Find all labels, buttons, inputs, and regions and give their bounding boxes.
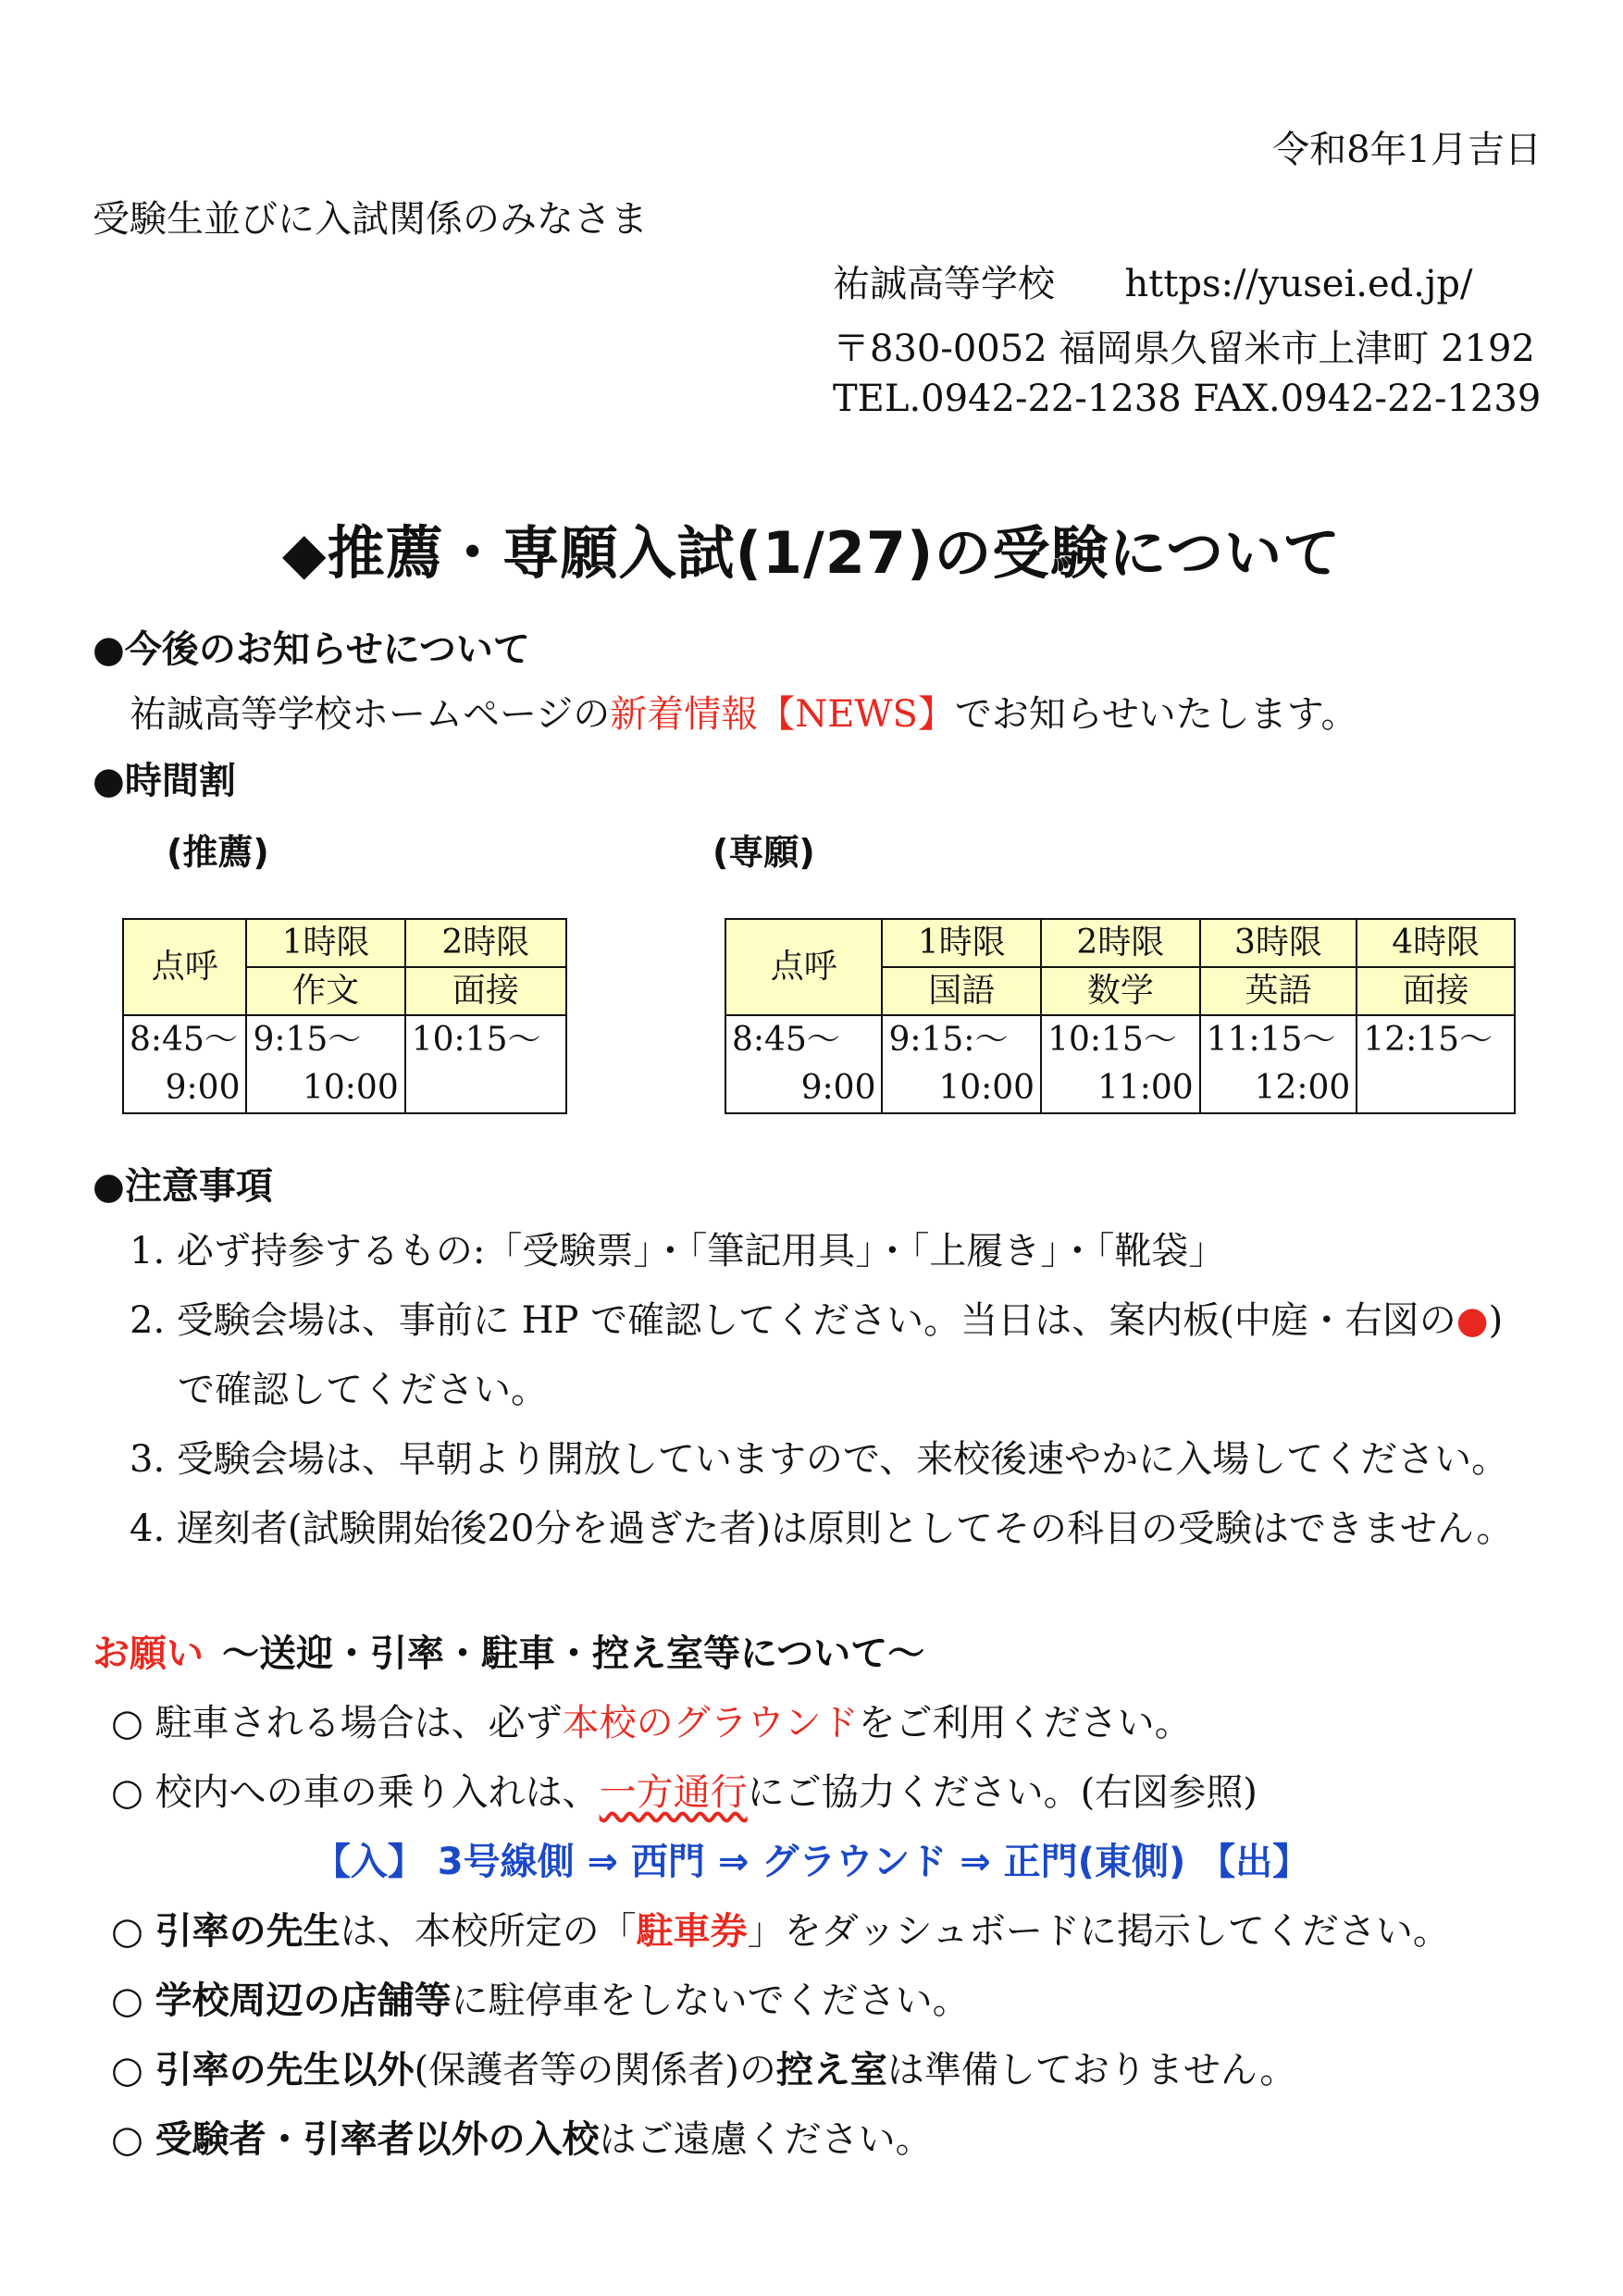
news-highlight: 新着情報【NEWS】 <box>610 693 955 736</box>
note-2-continued: で確認してください。 <box>178 1369 548 1411</box>
page-title: ◆推薦・専願入試(1/27)の受験について <box>281 519 1342 587</box>
school-address: 〒830-0052 福岡県久留米市上津町 2192 <box>833 328 1535 370</box>
time-start: 8:45～ <box>130 1021 238 1059</box>
red-dot-icon: ● <box>1456 1299 1489 1342</box>
period-4-subject: 面接 <box>1357 967 1515 1015</box>
time-cell <box>725 1015 882 1113</box>
news-heading: ●今後のお知らせについて <box>93 628 530 671</box>
request-text: は準備しておりません。 <box>886 2049 1297 2091</box>
request-highlight: 一方通行 <box>599 1771 748 1814</box>
note-3: 3. 受験会場は、早朝より開放していますので、来校後速やかに入場してください。 <box>130 1438 1509 1481</box>
period-2-subject: 面接 <box>405 967 566 1015</box>
news-text <box>130 685 1358 738</box>
request-item-one-way <box>111 1763 1258 1816</box>
request-bold: 引率の先生以外 <box>155 2049 415 2091</box>
request-bold: 学校周辺の店舗等 <box>155 1980 452 2022</box>
request-bold: 引率の先生 <box>155 1910 341 1953</box>
school-tel-fax: TEL.0942-22-1238 FAX.0942-22-1239 <box>833 378 1542 420</box>
request-text: 」をダッシュボードに掲示してください。 <box>747 1910 1450 1953</box>
time-cell <box>1357 1015 1515 1113</box>
period-4-header: 4時限 <box>1357 919 1515 967</box>
period-1-header: 1時限 <box>882 919 1041 967</box>
time-start: 8:45～ <box>732 1021 840 1059</box>
period-2-subject: 数学 <box>1041 967 1200 1015</box>
time-cell <box>123 1015 246 1113</box>
time-start: 10:15～ <box>411 1021 541 1059</box>
period-3-header: 3時限 <box>1200 919 1357 967</box>
suisen-timetable <box>122 918 567 1114</box>
sengan-label: (専願) <box>712 832 815 873</box>
period-2-header: 2時限 <box>1041 919 1200 967</box>
request-heading <box>93 1624 924 1677</box>
request-item-parking-pass <box>111 1902 1450 1955</box>
time-start: 12:15～ <box>1363 1021 1493 1059</box>
request-text: に駐停車をしないでください。 <box>451 1980 970 2022</box>
school-url: https://yusei.ed.jp/ <box>1124 263 1473 305</box>
period-3-subject: 英語 <box>1200 967 1357 1015</box>
note-2-after: ) <box>1488 1299 1504 1342</box>
news-text-before: 祐誠高等学校ホームページの <box>130 693 611 736</box>
request-highlight: 本校のグラウンド <box>562 1702 859 1744</box>
note-1: 1. 必ず持参するもの:「受験票」・「筆記用具」・「上履き」・「靴袋」 <box>130 1230 1226 1272</box>
period-2-header: 2時限 <box>405 919 566 967</box>
request-item-waiting-room <box>111 2041 1296 2093</box>
request-item-no-entry <box>111 2110 933 2163</box>
time-start: 9:15:～ <box>888 1021 1009 1059</box>
time-cell <box>1200 1015 1357 1113</box>
notes-heading: ●注意事項 <box>93 1165 273 1208</box>
note-2 <box>130 1291 1503 1344</box>
time-start: 11:15～ <box>1206 1021 1336 1059</box>
request-highlight: 駐車券 <box>636 1910 748 1953</box>
circle-bullet: ○ <box>111 1910 155 1953</box>
circle-bullet: ○ <box>111 2049 155 2091</box>
period-1-subject: 作文 <box>246 967 404 1015</box>
addressee: 受験生並びに入試関係のみなさま <box>93 198 648 241</box>
request-item-no-stopping <box>111 1971 970 2024</box>
time-end: 9:00 <box>165 1069 241 1107</box>
period-1-header: 1時限 <box>246 919 404 967</box>
suisen-label: (推薦) <box>167 832 269 873</box>
time-end: 12:00 <box>1254 1069 1351 1107</box>
circle-bullet: ○ <box>111 1980 155 2022</box>
time-end: 11:00 <box>1096 1069 1194 1107</box>
circle-bullet: ○ <box>111 2118 155 2161</box>
request-bold: 控え室 <box>775 2049 887 2091</box>
request-text: (保護者等の関係者)の <box>414 2049 776 2091</box>
time-end: 9:00 <box>800 1069 876 1107</box>
request-text: をご利用ください。 <box>858 1702 1192 1744</box>
request-text: にご協力ください。(右図参照) <box>747 1771 1258 1814</box>
note-4: 4. 遅刻者(試験開始後20分を過ぎた者)は原則としてその科目の受験はできません。 <box>130 1508 1514 1550</box>
time-cell <box>1041 1015 1200 1113</box>
time-start: 10:15～ <box>1047 1021 1177 1059</box>
request-heading-topic: ～送迎・引率・駐車・控え室等について～ <box>222 1632 925 1675</box>
news-text-after: でお知らせいたします。 <box>954 693 1358 736</box>
school-name: 祐誠高等学校 <box>833 263 1055 305</box>
request-heading-label: お願い <box>93 1632 204 1675</box>
request-item-parking <box>111 1694 1192 1746</box>
document-date: 令和8年1月吉日 <box>1272 129 1542 171</box>
time-end: 10:00 <box>302 1069 399 1107</box>
period-1-subject: 国語 <box>882 967 1041 1015</box>
time-cell <box>405 1015 566 1113</box>
request-bold: 受験者・引率者以外の入校 <box>155 2118 600 2161</box>
request-text: ○ 駐車される場合は、必ず <box>111 1702 563 1744</box>
sender-school-line <box>833 254 1472 307</box>
roll-call-header: 点呼 <box>123 919 246 1015</box>
timetable-heading: ●時間割 <box>93 760 236 802</box>
traffic-route: 【入】 3号線側 ⇒ 西門 ⇒ グラウンド ⇒ 正門(東側) 【出】 <box>313 1841 1310 1883</box>
time-end: 10:00 <box>938 1069 1035 1107</box>
note-2-before: 2. 受験会場は、事前に HP で確認してください。当日は、案内板(中庭・右図の <box>130 1299 1456 1342</box>
request-text: は、本校所定の「 <box>340 1910 637 1953</box>
sengan-timetable <box>725 918 1516 1114</box>
time-cell <box>882 1015 1041 1113</box>
time-cell <box>246 1015 404 1113</box>
time-start: 9:15～ <box>253 1021 362 1059</box>
roll-call-header: 点呼 <box>725 919 882 1015</box>
request-text: ○ 校内への車の乗り入れは、 <box>111 1771 600 1814</box>
request-text: はご遠慮ください。 <box>599 2118 933 2161</box>
